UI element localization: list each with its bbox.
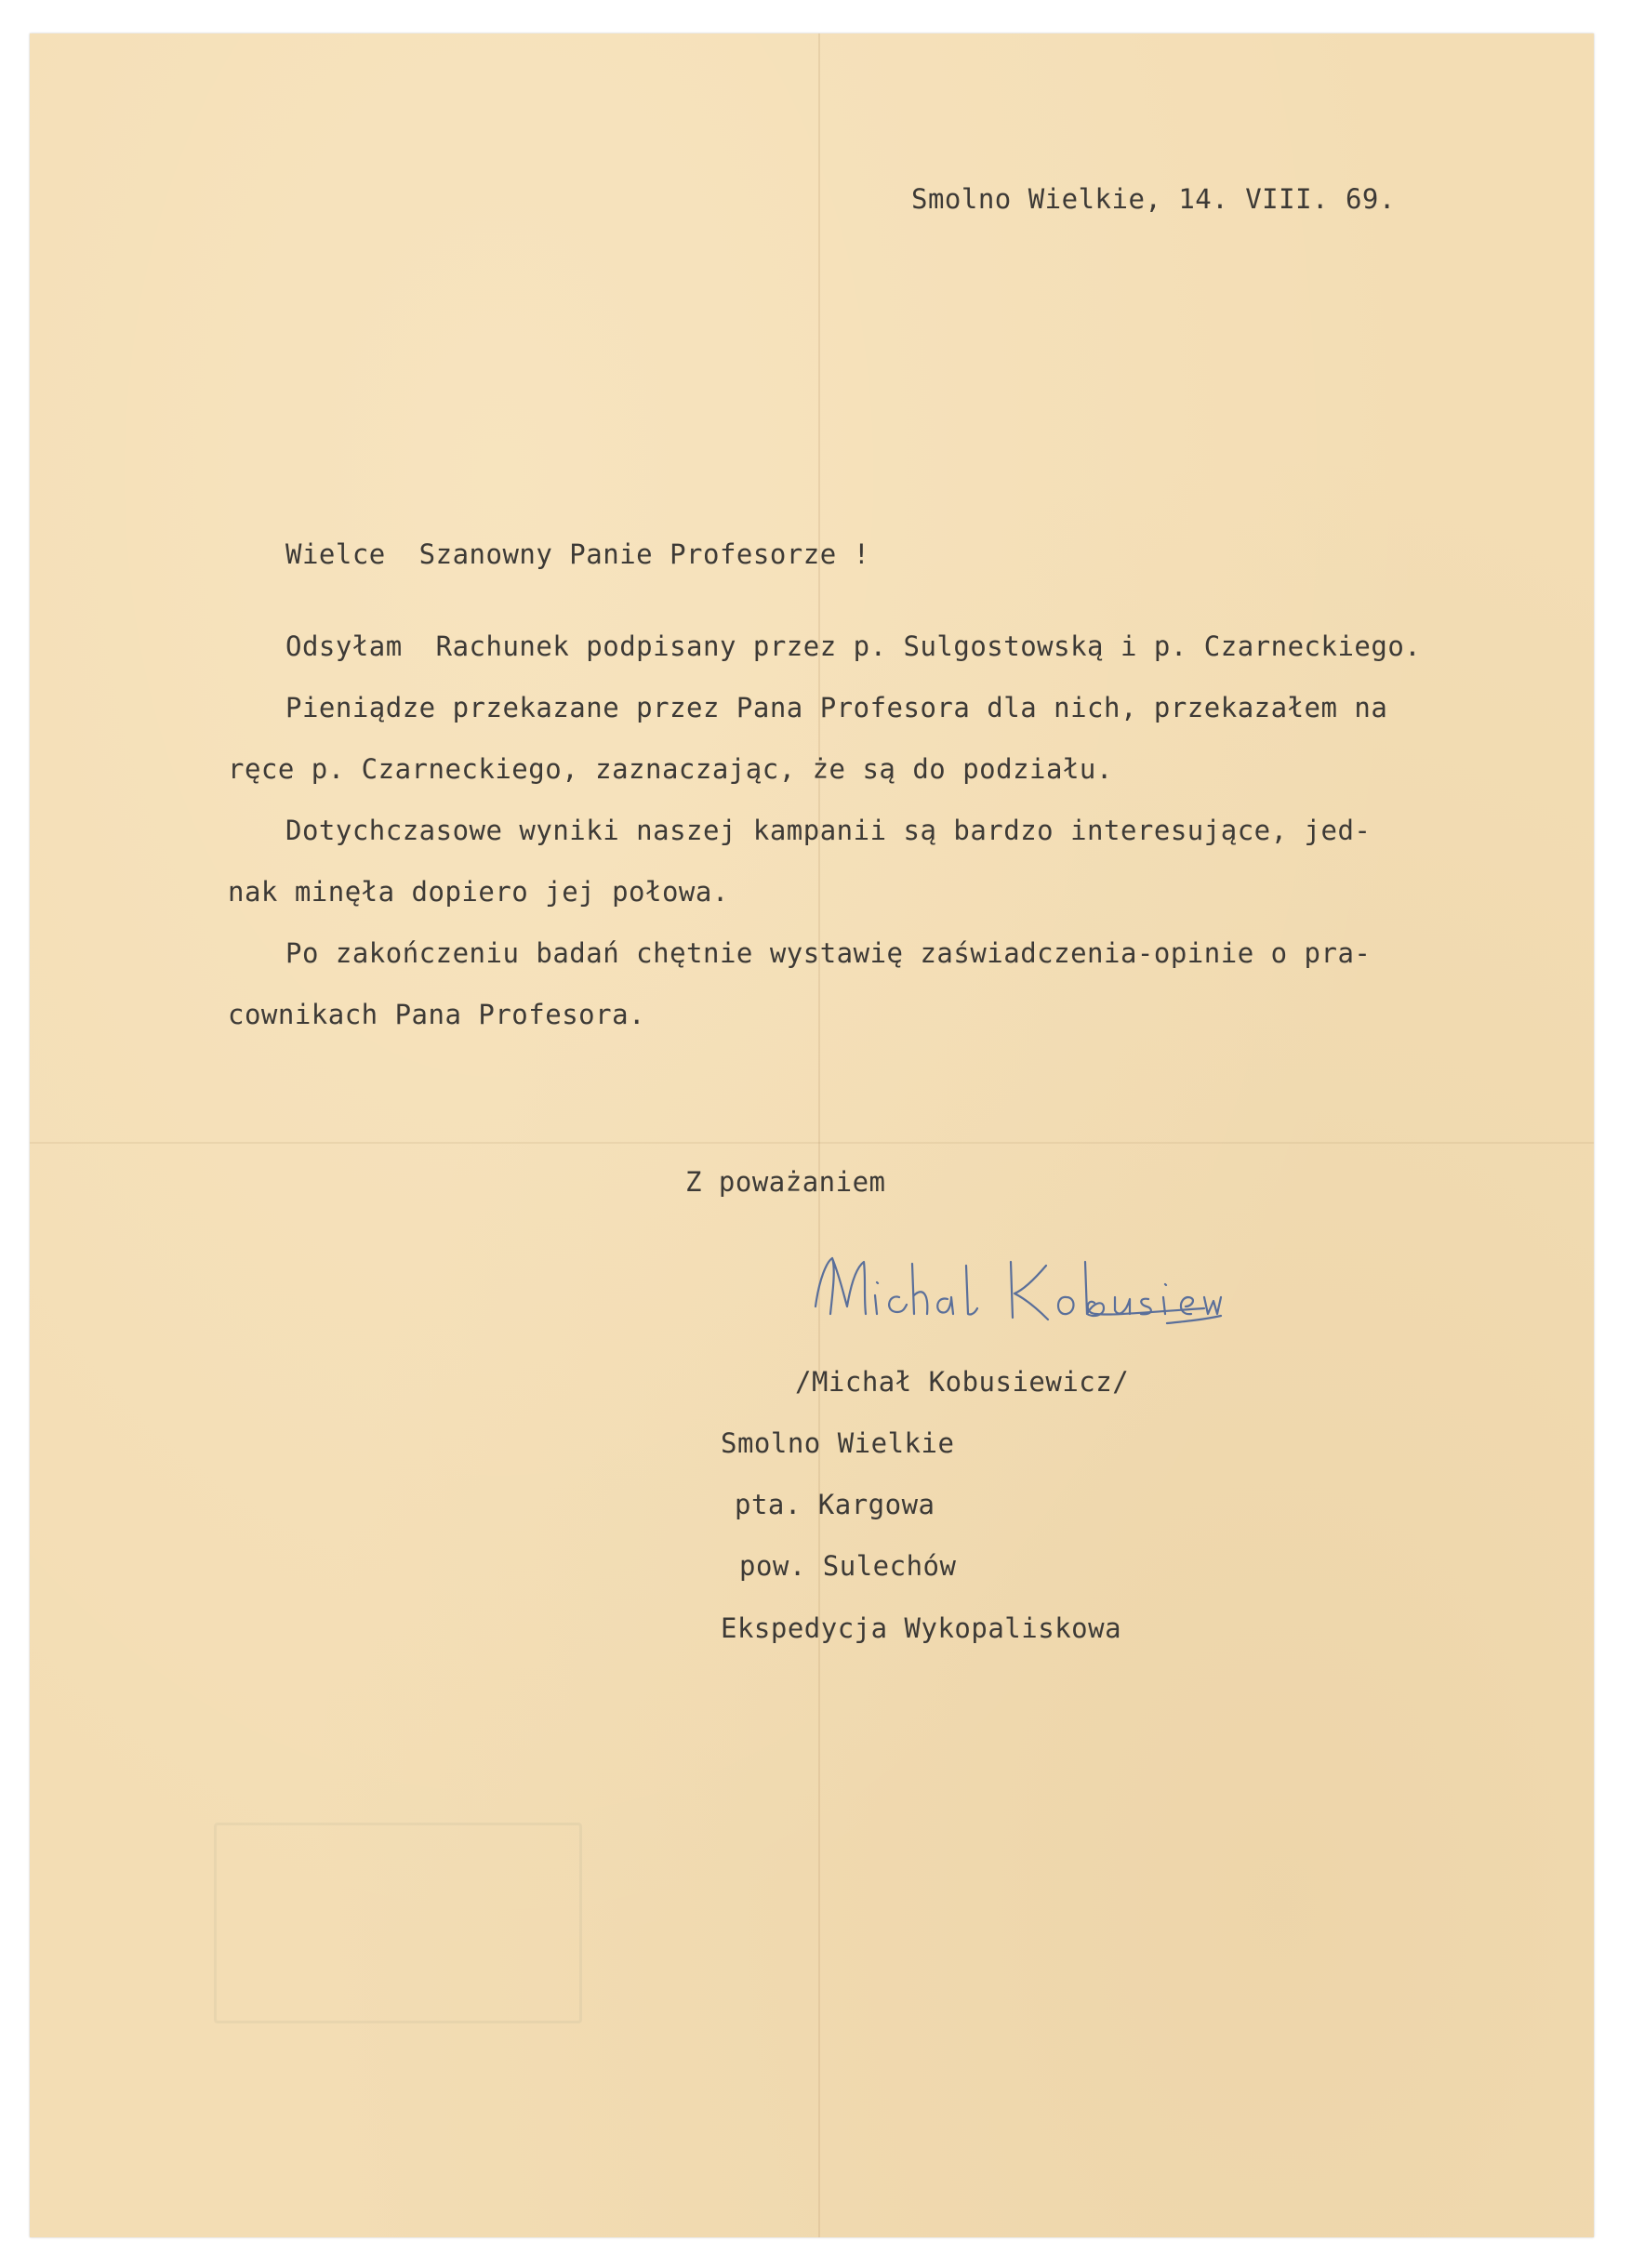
paper-fold-vertical (818, 33, 820, 2237)
body-line-2: Pieniądze przekazane przez Pana Profesora dla nich, przekazałem na (285, 692, 1388, 723)
body-line-7: cownikach Pana Profesora. (228, 999, 645, 1030)
body-line-6: Po zakończeniu badań chętnie wystawię zaświadczenia-opinie o pra- (285, 937, 1372, 969)
address-line-4: Ekspedycja Wykopaliskowa (721, 1612, 1122, 1644)
faded-stamp-mark (214, 1823, 582, 2023)
typed-name: /Michał Kobusiewicz/ (795, 1366, 1130, 1398)
salutation: Wielce Szanowny Panie Profesorze ! (285, 538, 870, 570)
address-line-2: pta. Kargowa (735, 1489, 935, 1520)
body-line-5: nak minęła dopiero jej połowa. (228, 876, 729, 908)
place-date: Smolno Wielkie, 14. VIII. 69. (911, 183, 1396, 215)
closing: Z poważaniem (685, 1166, 886, 1198)
signature-text-hidden: Michał Kobusiewicz (795, 1241, 803, 1242)
body-line-3: ręce p. Czarneckiego, zaznaczając, że są do podziału. (228, 753, 1113, 785)
handwritten-signature (795, 1241, 1223, 1344)
body-line-1: Odsyłam Rachunek podpisany przez p. Sulgostowską i p. Czarneckiego. (285, 630, 1422, 662)
body-line-4: Dotychczasowe wyniki naszej kampanii są bardzo interesujące, jed- (285, 815, 1372, 846)
address-line-3: pow. Sulechów (739, 1550, 957, 1582)
paper-fold-horizontal (30, 1142, 1594, 1144)
address-line-1: Smolno Wielkie (721, 1427, 955, 1459)
